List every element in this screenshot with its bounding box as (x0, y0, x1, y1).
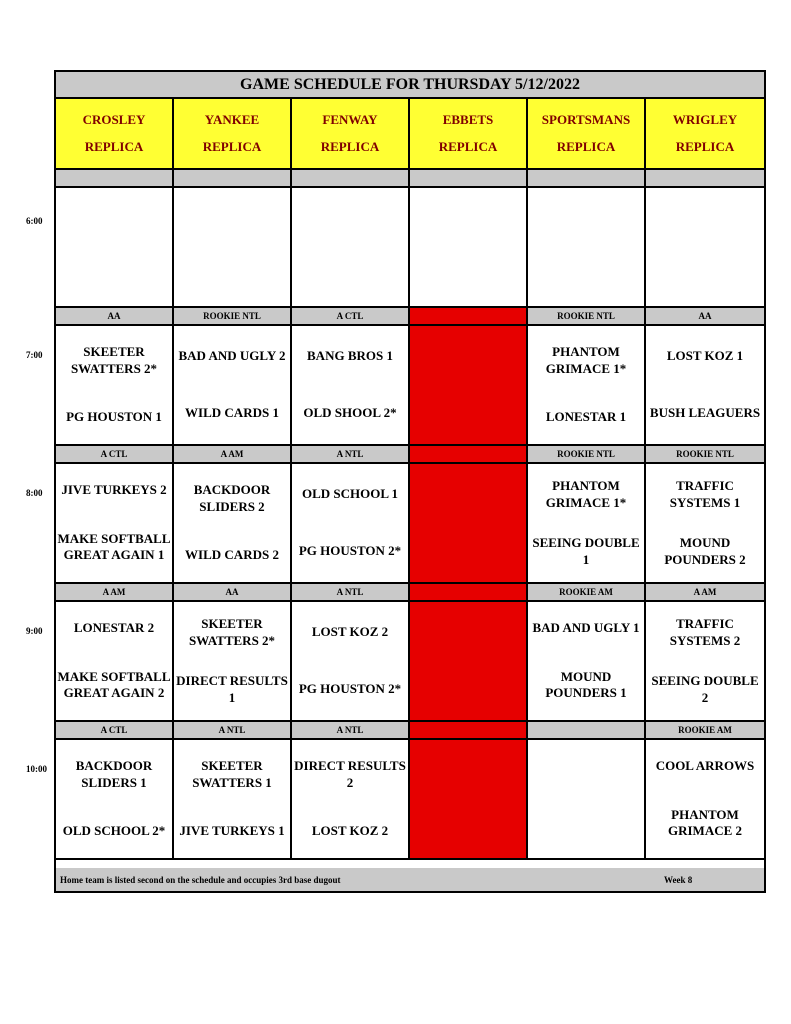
home-team: WILD CARDS 1 (185, 405, 279, 421)
division-label (528, 722, 646, 738)
away-team: COOL ARROWS (655, 758, 755, 774)
away-team: SKEETER SWATTERS 1 (192, 758, 272, 790)
field-sub: REPLICA (84, 138, 144, 154)
game-cell (410, 464, 528, 582)
field-header (410, 99, 528, 168)
time-label: 7:00 (26, 350, 43, 360)
division-label: A NTL (292, 446, 410, 462)
away-team: BAD AND UGLY 1 (532, 620, 640, 636)
field-header (646, 99, 764, 168)
home-team: PHANTOM GRIMACE 2 (667, 807, 743, 839)
division-label: ROOKIE NTL (646, 446, 764, 462)
division-label: ROOKIE AM (528, 584, 646, 600)
away-team: OLD SCHOOL 1 (301, 486, 399, 502)
home-team: WILD CARDS 2 (185, 547, 279, 563)
time-label: 9:00 (26, 626, 43, 636)
away-team: LOST KOZ 1 (666, 348, 744, 364)
home-team: MOUND POUNDERS 1 (545, 669, 627, 701)
home-team: JIVE TURKEYS 1 (179, 823, 285, 839)
game-cell (292, 602, 410, 720)
game-cell (56, 602, 174, 720)
division-label: AA (174, 584, 292, 600)
division-label: A NTL (292, 584, 410, 600)
game-cell (410, 326, 528, 444)
home-team: PG HOUSTON 1 (66, 409, 162, 425)
away-team: TRAFFIC SYSTEMS 1 (669, 478, 741, 510)
game-cell (174, 740, 292, 858)
away-team: LOST KOZ 2 (311, 624, 389, 640)
time-slot-row (56, 740, 764, 860)
division-label (410, 308, 528, 324)
home-team: SEEING DOUBLE 1 (532, 535, 640, 567)
home-team: MOUND POUNDERS 2 (664, 535, 746, 567)
home-team: MAKE SOFTBALL GREAT AGAIN 2 (57, 669, 171, 701)
home-team: LOST KOZ 2 (311, 823, 389, 839)
game-cell (410, 602, 528, 720)
game-cell (646, 740, 764, 858)
home-team: PG HOUSTON 2* (298, 681, 402, 697)
away-team: JIVE TURKEYS 2 (61, 482, 167, 498)
game-cell (410, 188, 528, 306)
game-cell (528, 188, 646, 306)
game-cell (528, 464, 646, 582)
game-cell (174, 188, 292, 306)
away-team: SKEETER SWATTERS 2* (70, 344, 158, 376)
game-cell (174, 602, 292, 720)
game-cell (528, 740, 646, 858)
away-team: TRAFFIC SYSTEMS 2 (669, 616, 741, 648)
division-label (410, 584, 528, 600)
home-team: LONESTAR 1 (545, 409, 627, 425)
home-team: BUSH LEAGUERS (649, 405, 761, 421)
time-slot-row (56, 326, 764, 446)
week-label: Week 8 (664, 874, 693, 885)
field-name: YANKEE (204, 112, 260, 128)
field-header (56, 99, 174, 168)
field-name: CROSLEY (82, 112, 146, 128)
field-sub: REPLICA (320, 138, 380, 154)
division-label: ROOKIE NTL (174, 308, 292, 324)
footer-note: Home team is listed second on the schedule and occupies 3rd base dugout (60, 874, 341, 885)
division-label (56, 170, 174, 186)
game-cell (56, 188, 174, 306)
division-label: A CTL (56, 722, 174, 738)
field-header (174, 99, 292, 168)
field-name: WRIGLEY (672, 112, 738, 128)
division-label (410, 446, 528, 462)
home-team: OLD SCHOOL 2* (62, 823, 166, 839)
division-label (292, 170, 410, 186)
away-team: PHANTOM GRIMACE 1* (545, 344, 627, 376)
division-label: A CTL (56, 446, 174, 462)
home-team: OLD SHOOL 2* (303, 405, 397, 421)
division-label: ROOKIE AM (646, 722, 764, 738)
game-cell (56, 326, 174, 444)
field-sub: REPLICA (675, 138, 735, 154)
away-team: PHANTOM GRIMACE 1* (545, 478, 627, 510)
schedule-title: GAME SCHEDULE FOR THURSDAY 5/12/2022 (56, 72, 764, 99)
game-cell (528, 326, 646, 444)
away-team: BAD AND UGLY 2 (178, 348, 286, 364)
game-cell (174, 326, 292, 444)
division-row (56, 446, 764, 464)
division-row (56, 308, 764, 326)
division-label: AA (646, 308, 764, 324)
division-row (56, 170, 764, 188)
away-team: SKEETER SWATTERS 2* (188, 616, 276, 648)
division-label: ROOKIE NTL (528, 446, 646, 462)
game-cell (646, 188, 764, 306)
game-cell (56, 464, 174, 582)
division-row (56, 722, 764, 740)
game-cell (174, 464, 292, 582)
game-cell (292, 188, 410, 306)
division-label (174, 170, 292, 186)
division-label: A AM (646, 584, 764, 600)
division-label (410, 722, 528, 738)
schedule-sheet (54, 70, 766, 893)
division-label: AA (56, 308, 174, 324)
field-name: EBBETS (442, 112, 494, 128)
game-cell (646, 602, 764, 720)
game-cell (56, 740, 174, 858)
game-cell (292, 740, 410, 858)
game-cell (410, 740, 528, 858)
division-label: A AM (56, 584, 174, 600)
division-label: ROOKIE NTL (528, 308, 646, 324)
division-label: A CTL (292, 308, 410, 324)
time-label: 6:00 (26, 216, 43, 226)
schedule-footer (56, 868, 764, 891)
time-label: 10:00 (26, 764, 47, 774)
home-team: DIRECT RESULTS 1 (176, 673, 288, 705)
away-team: LONESTAR 2 (73, 620, 155, 636)
field-header (528, 99, 646, 168)
division-label: A NTL (292, 722, 410, 738)
home-team: SEEING DOUBLE 2 (651, 673, 759, 705)
field-sub: REPLICA (556, 138, 616, 154)
division-label (646, 170, 764, 186)
time-label: 8:00 (26, 488, 43, 498)
field-header (292, 99, 410, 168)
away-team: DIRECT RESULTS 2 (294, 758, 406, 790)
division-row (56, 584, 764, 602)
game-cell (292, 326, 410, 444)
division-label: A NTL (174, 722, 292, 738)
field-name: SPORTSMANS (541, 112, 631, 128)
division-label (410, 170, 528, 186)
away-team: BANG BROS 1 (307, 348, 393, 364)
time-slot-row (56, 464, 764, 584)
field-sub: REPLICA (202, 138, 262, 154)
time-slot-row (56, 188, 764, 308)
game-cell (292, 464, 410, 582)
field-sub: REPLICA (438, 138, 498, 154)
division-label: A AM (174, 446, 292, 462)
game-cell (646, 464, 764, 582)
home-team: MAKE SOFTBALL GREAT AGAIN 1 (57, 531, 171, 563)
away-team: BACKDOOR SLIDERS 2 (193, 482, 271, 514)
game-cell (528, 602, 646, 720)
division-label (528, 170, 646, 186)
home-team: PG HOUSTON 2* (298, 543, 402, 559)
time-slot-row (56, 602, 764, 722)
field-name: FENWAY (322, 112, 378, 128)
game-cell (646, 326, 764, 444)
field-header-row (56, 99, 764, 170)
away-team: BACKDOOR SLIDERS 1 (75, 758, 153, 790)
